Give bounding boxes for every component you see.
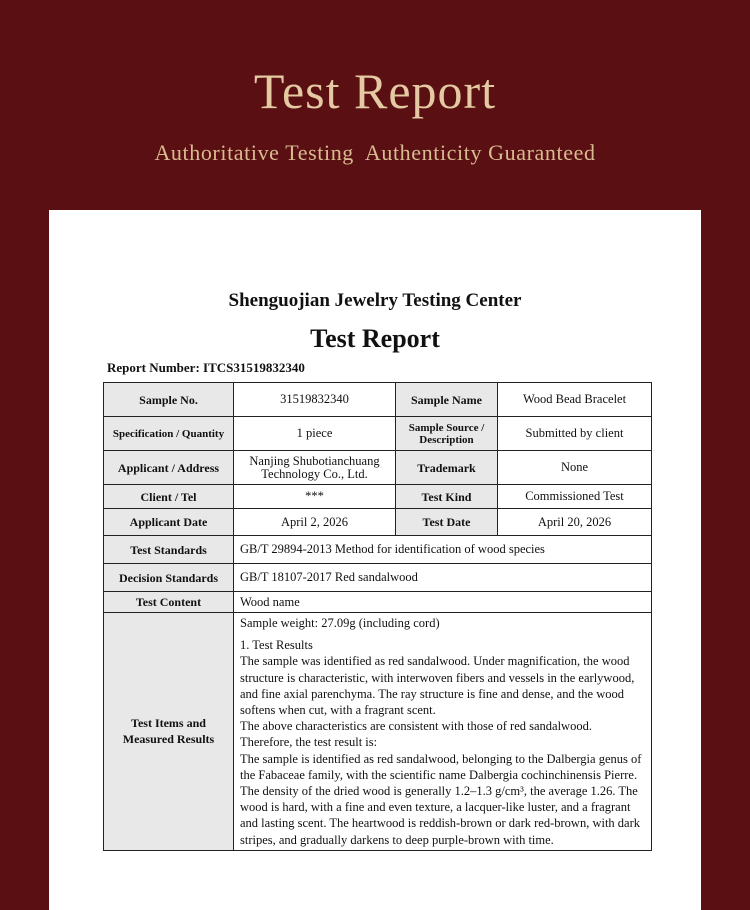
table-row — [104, 383, 652, 417]
testing-center-name: Shenguojian Jewelry Testing Center — [228, 290, 522, 311]
table-row — [104, 485, 652, 509]
applicant-value — [234, 451, 396, 485]
table-row — [104, 509, 652, 536]
results-line: The density of the dried wood is generally 1.2–1.3 g/cm³, the average 1.26. The — [240, 784, 638, 799]
applicant-date-value: April 2, 2026 — [234, 509, 396, 536]
applicant-label: Applicant / Address — [104, 451, 234, 485]
sample-no-label: Sample No. — [104, 383, 234, 417]
results-line: 1. Test Results — [240, 638, 313, 653]
report-table — [103, 382, 652, 851]
results-line: wood is hard, with a fine and even texture, a lacquer-like luster, and a fragrant — [240, 800, 631, 815]
applicant-line2: Technology Co., Ltd. — [261, 466, 368, 481]
results-line: Therefore, the test result is: — [240, 735, 378, 750]
results-line: structure is characteristic, with interwoven fibers and vessels in the earlywood, — [240, 670, 635, 685]
results-line: the Fabaceae family, with the scientific name Dalbergia cochinchinensis Pierre. — [240, 767, 638, 782]
hero-title: Test Report — [253, 63, 497, 119]
results-line: and fine axial parenchyma. The ray structure is fine and dense, and the wood — [240, 686, 625, 701]
test-kind-label: Test Kind — [396, 485, 498, 509]
table-row — [104, 536, 652, 564]
decision-standards-value: GB/T 18107-2017 Red sandalwood — [234, 564, 652, 592]
results-line: The sample is identified as red sandalwood, belonging to the Dalbergia genus of — [240, 751, 642, 766]
table-row — [104, 417, 652, 451]
sample-source-value: Submitted by client — [498, 417, 652, 451]
spec-label: Specification / Quantity — [104, 417, 234, 451]
trademark-value: None — [498, 451, 652, 485]
test-items-label-line1: Test Items and — [131, 716, 206, 731]
sample-source-label — [396, 417, 498, 451]
table-row — [104, 564, 652, 592]
test-kind-value: Commissioned Test — [498, 485, 652, 509]
results-line: The sample was identified as red sandalwood. Under magnification, the wood — [240, 654, 630, 669]
sample-name-label: Sample Name — [396, 383, 498, 417]
table-row — [104, 451, 652, 485]
applicant-line1: Nanjing Shubotianchuang — [249, 453, 380, 468]
client-value: *** — [234, 485, 396, 509]
client-label: Client / Tel — [104, 485, 234, 509]
report-paper — [49, 210, 701, 910]
hero-subtitle: Authoritative Testing Authenticity Guaranteed — [154, 140, 596, 165]
results-line: softens when cut, with a fragrant scent. — [240, 703, 436, 718]
sample-no-value: 31519832340 — [234, 383, 396, 417]
results-line: stripes, and gradually darkens to deep purple-brown with time. — [240, 832, 554, 847]
results-line: The above characteristics are consistent with those of red sandalwood. — [240, 719, 592, 734]
sample-source-label-line1: Sample Source / — [408, 421, 485, 434]
test-content-value: Wood name — [234, 592, 652, 613]
report-number: Report Number: ITCS31519832340 — [107, 360, 305, 375]
applicant-date-label: Applicant Date — [104, 509, 234, 536]
document-title: Test Report — [310, 324, 440, 353]
test-standards-label: Test Standards — [104, 536, 234, 564]
test-content-label: Test Content — [104, 592, 234, 613]
results-line: Sample weight: 27.09g (including cord) — [240, 616, 440, 630]
test-date-label: Test Date — [396, 509, 498, 536]
test-items-label — [104, 613, 234, 851]
test-standards-value: GB/T 29894-2013 Method for identification of wood species — [234, 536, 652, 564]
test-date-value: April 20, 2026 — [498, 509, 652, 536]
sample-source-label-line2: Description — [419, 433, 474, 446]
test-items-label-line2: Measured Results — [122, 732, 215, 747]
results-line: and lasting scent. The heartwood is reddish-brown or dark red-brown, with dark — [240, 816, 641, 831]
test-results-text — [234, 613, 652, 851]
table-row — [104, 592, 652, 613]
sample-name-value: Wood Bead Bracelet — [498, 383, 652, 417]
spec-value: 1 piece — [234, 417, 396, 451]
trademark-label: Trademark — [396, 451, 498, 485]
decision-standards-label: Decision Standards — [104, 564, 234, 592]
table-row — [104, 613, 652, 851]
